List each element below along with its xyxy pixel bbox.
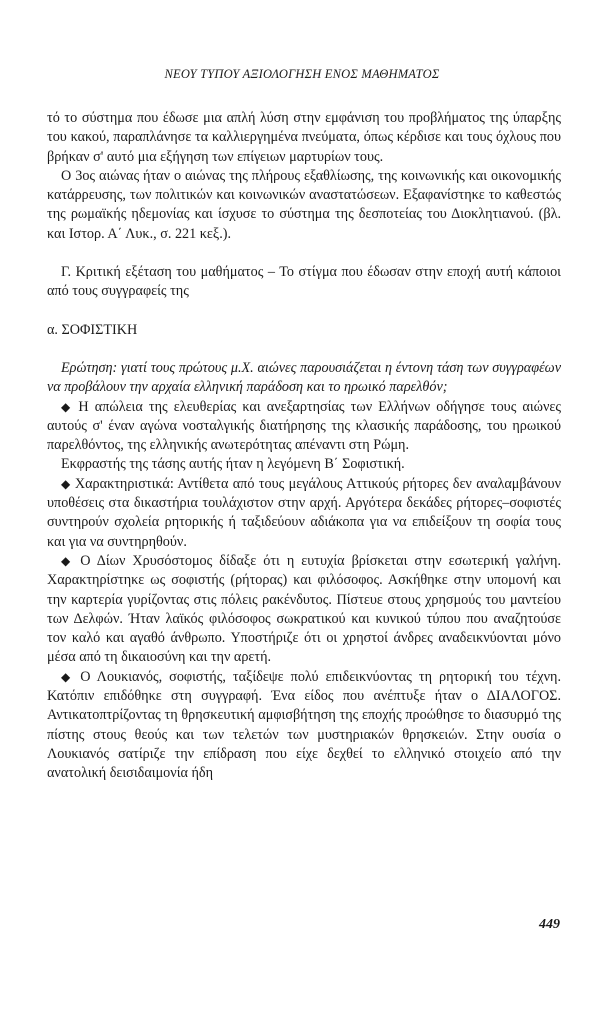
bullet-dio-chrysostom: ◆ Ο Δίων Χρυσόστομος δίδαξε ότι η ευτυχία βρίσκεται στην εσωτερική γαλήνη. Χαρακτηρίστηκε ως σοφιστής (ρήτορας) και φιλόσοφος. Ασκήθηκε στην υπομονή και την καρτερία γυρίζοντας στις πόλεις ρακένδυτος. Πίστευε στους χρησμούς του μαντείου των Δελφών. Ήταν λαϊκός φιλόσοφος σωκρατικού και κυνικού τύπου που αναζητούσε τον καλό και αγαθό άνθρωπο. Υποστήριζε ότι οι χρηστοί άνδρες αναδεικνύονται μόνο μέσα από τη δικαιοσύνη και την αρετή. [47, 552, 561, 668]
bullet-characteristics: ◆ Χαρακτηριστικά: Αντίθετα από τους μεγάλους Αττικούς ρήτορες δεν αναλαμβάνουν υποθέσεις στα δικαστήρια τουλάχιστον στην αρχή. Αργότερα δεκάδες ρήτορες–σοφιστές συντηρούν σχολεία ρητορικής ή ταξιδεύουν αδιάκοπα για να επιδείξουν τη σοφία τους και για να συντηρηθούν. [47, 475, 561, 552]
bullet-loss-of-freedom: ◆ Η απώλεια της ελευθερίας και ανεξαρτησίας των Ελλήνων οδήγησε τους αιώνες αυτούς σ' έναν αγώνα νοσταλγικής διατήρησης της κλασικής παράδοσης, του ηρωικού παρελθόντος, της ελληνικής ανωτερότητας απέναντι στη Ρώμη. [47, 398, 561, 456]
page-number: 449 [539, 917, 560, 932]
paragraph-third-century: Ο 3ος αιώνας ήταν ο αιώνας της πλήρους εξαθλίωσης, της κοινωνικής και οικονομικής κατάρρευσης, των πολιτικών και κοινωνικών αναστατώσεων. Εξαφανίστηκε το καθεστώς της ρωμαϊκής ηδεμονίας και ίσχυσε το σύστημα της δεσποτείας του Διοκλητιανού. (βλ. και Ιστορ. Α΄ Λυκ., σ. 221 κεξ.). [47, 167, 561, 242]
bullet-lucian: ◆ Ο Λουκιανός, σοφιστής, ταξίδεψε πολύ επιδεικνύοντας τη ρητορική του τέχνη. Κατόπιν επιδόθηκε στη συγγραφή. Ένα είδος που ανέπτυξε ήταν ο ΔΙΑΛΟΓΟΣ. Αντικατοπτρίζοντας τη θρησκευτική αμφισβήτηση της εποχής προώθησε το διασυρμό της πίστης στους θεούς και των τελετών των μυστηριακών θρησκειών. Στην ουσία ο Λουκιανός σατίριζε την επίδραση που είχε δεχθεί το ελληνικό στοιχείο από την ανατολική δεισιδαιμονία ήδη [47, 668, 561, 784]
question-paragraph: Ερώτηση: γιατί τους πρώτους μ.Χ. αιώνες παρουσιάζεται η έντονη τάση των συγγραφέων να προβάλουν την αρχαία ελληνική παράδοση και το ηρωικό παρελθόν; [47, 359, 561, 396]
subsection-heading-sophistic: α. ΣΟΦΙΣΤΙΚΗ [47, 321, 138, 338]
page-body [47, 109, 561, 784]
paragraph-second-sophistic: Εκφραστής της τάσης αυτής ήταν η λεγόμενη Β΄ Σοφιστική. [61, 456, 405, 473]
section-heading-critical-review: Γ. Κριτική εξέταση του μαθήματος – Το στίγμα που έδωσαν στην εποχή αυτή κάποιοι από τους συγγραφείς της [47, 264, 561, 300]
running-header: ΝΕΟΥ ΤΥΠΟΥ ΑΞΙΟΛΟΓΗΣΗ ΕΝΟΣ ΜΑΘΗΜΑΤΟΣ [164, 67, 440, 81]
paragraph-manichaeism-end: τό το σύστημα που έδωσε μια απλή λύση στην εμφάνιση του προβλήματος της ύπαρξης του κακού, παραπλάνησε τα καλλιεργημένα πνεύματα, όπως κέρδισε και τους όχλους που βρήκαν σ' αυτό μια εξήγηση των επίγειων μαρτυρίων τους. [47, 110, 561, 165]
